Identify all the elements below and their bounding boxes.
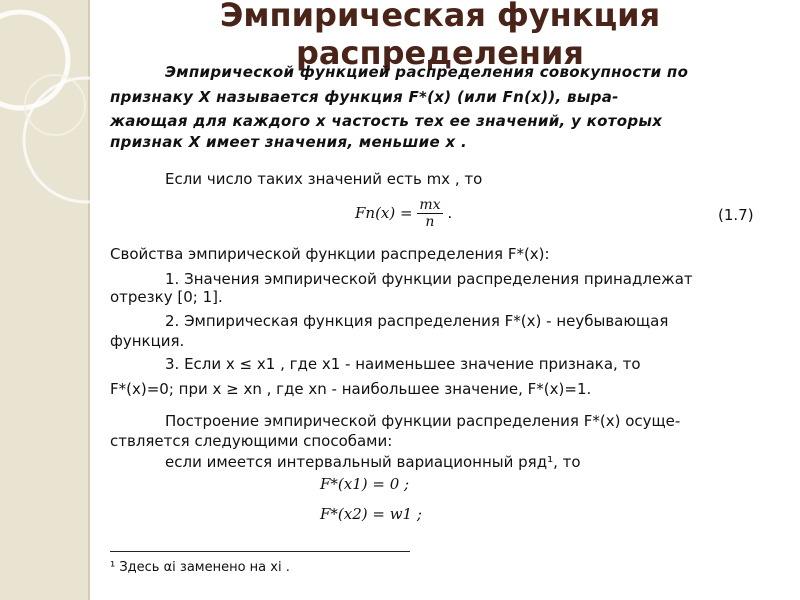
formula-tail: .: [447, 204, 453, 222]
title-line-1: Эмпирическая функция: [219, 0, 661, 34]
formula-number: (1.7): [718, 206, 754, 224]
formula-denominator: n: [425, 214, 435, 230]
properties-heading: Свойства эмпирической функции распределения F*(x):: [110, 245, 550, 263]
footnote-rule: [110, 551, 410, 552]
construction-line-1: Построение эмпирической функции распределения F*(x) осуще-: [165, 412, 681, 430]
construction-equation-2: F*(x2) = w1 ;: [320, 505, 422, 523]
property-2-line-1: 2. Эмпирическая функция распределения F*(x) - неубывающая: [165, 312, 669, 330]
definition-line-1: Эмпирической функцией распределения совокупности по: [165, 63, 689, 81]
property-3-line-1: 3. Если x ≤ x1 , где x1 - наименьшее значение признака, то: [165, 355, 641, 373]
formula-1-7: [355, 197, 452, 230]
definition-line-2: признаку X называется функция F*(x) (или Fn(x)), выра-: [110, 88, 619, 106]
property-3-line-2: F*(x)=0; при x ≥ xn , где xn - наибольшее значение, F*(x)=1.: [110, 380, 592, 398]
construction-equation-1: F*(x1) = 0 ;: [320, 475, 410, 493]
definition-line-3: жающая для каждого x частость тех ее значений, у которых: [110, 112, 663, 130]
construction-line-3: если имеется интервальный вариационный ряд¹, то: [165, 453, 581, 471]
construction-line-2: ствляется следующими способами:: [110, 432, 393, 450]
footnote: ¹ Здесь αi заменено на xi .: [110, 560, 290, 575]
property-2-line-2: функция.: [110, 332, 185, 350]
property-1-line-1: 1. Значения эмпирической функции распределения принадлежат: [165, 270, 693, 288]
count-line: Если число таких значений есть mx , то: [165, 170, 483, 188]
formula-numerator: mx: [419, 197, 441, 213]
slide-title: [120, 0, 760, 72]
formula-lhs: Fn(x) =: [355, 204, 413, 222]
formula-fraction: [417, 197, 442, 230]
title-line-2: распределения: [296, 34, 584, 72]
definition-line-4: признак X имеет значения, меньшие x .: [110, 133, 467, 151]
property-1-line-2: отрезку [0; 1].: [110, 288, 223, 306]
